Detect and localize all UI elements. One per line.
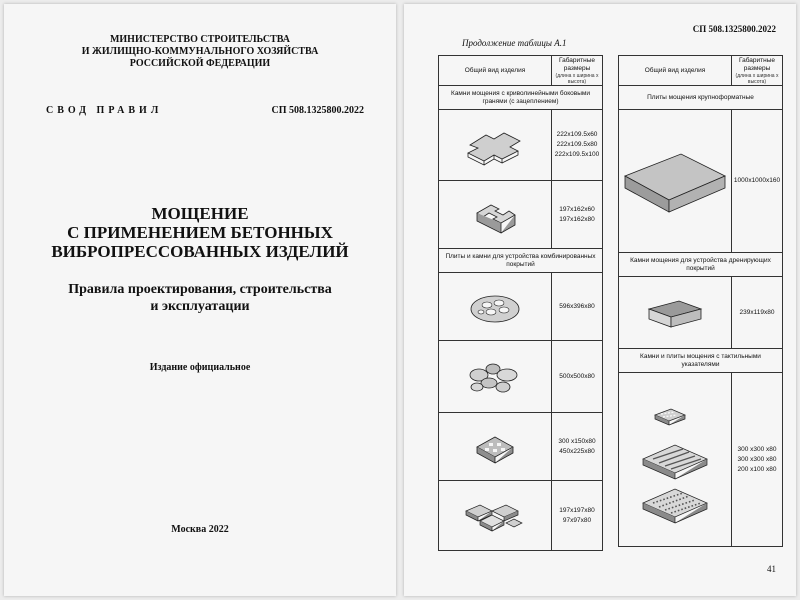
size-cell	[552, 481, 603, 551]
size-value: 222x109.5x60	[556, 131, 598, 138]
subtitle-line-1: Правила проектирования, строительства	[68, 282, 332, 297]
size-cell	[552, 110, 603, 181]
ministry-name	[4, 34, 396, 70]
size-cell	[732, 277, 783, 349]
pebble-cluster-image	[463, 353, 527, 401]
product-image-cell	[439, 181, 552, 249]
code-row	[46, 105, 364, 116]
size-cell	[732, 110, 783, 253]
size-cell	[732, 373, 783, 547]
table-row	[619, 277, 783, 349]
large-slab-image	[621, 136, 729, 226]
page-number: 41	[767, 564, 776, 574]
product-image-cell	[619, 277, 732, 349]
size-value: 197x162x80	[559, 215, 595, 223]
running-header-code: СП 508.1325800.2022	[692, 24, 776, 34]
code-label: СВОД ПРАВИЛ	[46, 105, 163, 116]
group-row	[619, 86, 783, 110]
size-value: 450x225x80	[559, 447, 595, 455]
products-table-right	[618, 55, 783, 547]
grass-grid-paver-image	[465, 425, 525, 469]
size-value: 300 x150x80	[558, 437, 596, 445]
title-page	[4, 4, 396, 596]
i-shaped-paver-image	[465, 193, 525, 237]
col-header-size-label: Габаритные размеры	[738, 56, 776, 72]
tactile-pavers-image	[635, 385, 715, 535]
product-image-cell	[439, 413, 552, 481]
col-header-size-note: (длина x ширина x высота)	[735, 72, 779, 85]
group-label: Камни мощения для устройства дренирующих покрытий	[619, 253, 783, 277]
table-row	[619, 373, 783, 547]
ministry-line-2: И ЖИЛИЩНО-КОММУНАЛЬНОГО ХОЗЯЙСТВА	[81, 46, 319, 57]
col-header-size	[552, 56, 603, 86]
size-value: 197x197x80	[559, 506, 595, 514]
group-row	[619, 253, 783, 277]
size-value: 300 x300 x80	[737, 455, 777, 463]
col-header-view: Общий вид изделия	[619, 56, 732, 86]
col-header-size-label: Габаритные размеры	[558, 56, 596, 72]
product-image-cell	[439, 110, 552, 181]
size-value: 596x396x80	[559, 302, 595, 310]
size-cell	[552, 273, 603, 341]
table-row	[439, 181, 603, 249]
size-value: 97x97x80	[562, 516, 592, 524]
ministry-line-1: МИНИСТЕРСТВО СТРОИТЕЛЬСТВА	[109, 34, 291, 45]
table-continuation-caption: Продолжение таблицы А.1	[462, 38, 567, 48]
group-row	[619, 349, 783, 373]
table-row	[619, 110, 783, 253]
table-row	[439, 341, 603, 413]
size-value: 500x500x80	[559, 372, 595, 380]
product-image-cell	[619, 110, 732, 253]
size-value: 197x162x60	[559, 205, 595, 213]
products-table-left	[438, 55, 603, 551]
size-value: 239x119x80	[739, 308, 775, 316]
product-image-cell	[439, 481, 552, 551]
col-header-size	[732, 56, 783, 86]
size-cell	[552, 413, 603, 481]
code-number: СП 508.1325800.2022	[271, 105, 364, 116]
product-image-cell	[619, 373, 732, 547]
subtitle-line-2: и эксплуатации	[150, 299, 250, 314]
group-row	[439, 86, 603, 110]
table-row	[439, 110, 603, 181]
table-row	[439, 481, 603, 551]
curved-paver-image	[460, 123, 530, 167]
ministry-line-3: РОССИЙСКОЙ ФЕДЕРАЦИИ	[129, 58, 271, 69]
size-value: 222x109.5x100	[554, 151, 600, 158]
ring-slab-image	[465, 285, 525, 329]
group-label: Камни мощения с криволинейными боковыми гранями (с зацеплением)	[439, 86, 603, 110]
title-line-2: С ПРИМЕНЕНИЕМ БЕТОННЫХ	[67, 223, 333, 242]
table-header-row	[439, 56, 603, 86]
drainage-paver-image	[643, 291, 707, 335]
size-value: 222x109.5x80	[556, 141, 598, 148]
table-row	[439, 413, 603, 481]
square-pavers-image	[458, 493, 532, 539]
product-image-cell	[439, 341, 552, 413]
document-title	[4, 204, 396, 261]
group-row	[439, 249, 603, 273]
size-cell	[552, 341, 603, 413]
document-subtitle	[4, 281, 396, 315]
group-label: Плиты и камни для устройства комбинированных покрытий	[439, 249, 603, 273]
product-image-cell	[439, 273, 552, 341]
group-label: Плиты мощения крупноформатные	[619, 86, 783, 110]
col-header-view: Общий вид изделия	[439, 56, 552, 86]
city-year: Москва 2022	[171, 524, 229, 535]
size-value: 300 x300 x80	[737, 445, 777, 453]
col-header-size-note: (длина x ширина x высота)	[555, 72, 599, 85]
title-line-1: МОЩЕНИЕ	[151, 204, 249, 223]
size-value: 200 x100 x80	[737, 465, 777, 473]
size-value: 1000x1000x160	[733, 177, 781, 184]
size-cell	[552, 181, 603, 249]
group-label: Камни и плиты мощения с тактильными указателями	[619, 349, 783, 373]
table-page	[404, 4, 796, 596]
title-line-3: ВИБРОПРЕССОВАННЫХ ИЗДЕЛИЙ	[51, 242, 349, 261]
edition-note: Издание официальное	[149, 362, 251, 373]
table-row	[439, 273, 603, 341]
table-header-row	[619, 56, 783, 86]
